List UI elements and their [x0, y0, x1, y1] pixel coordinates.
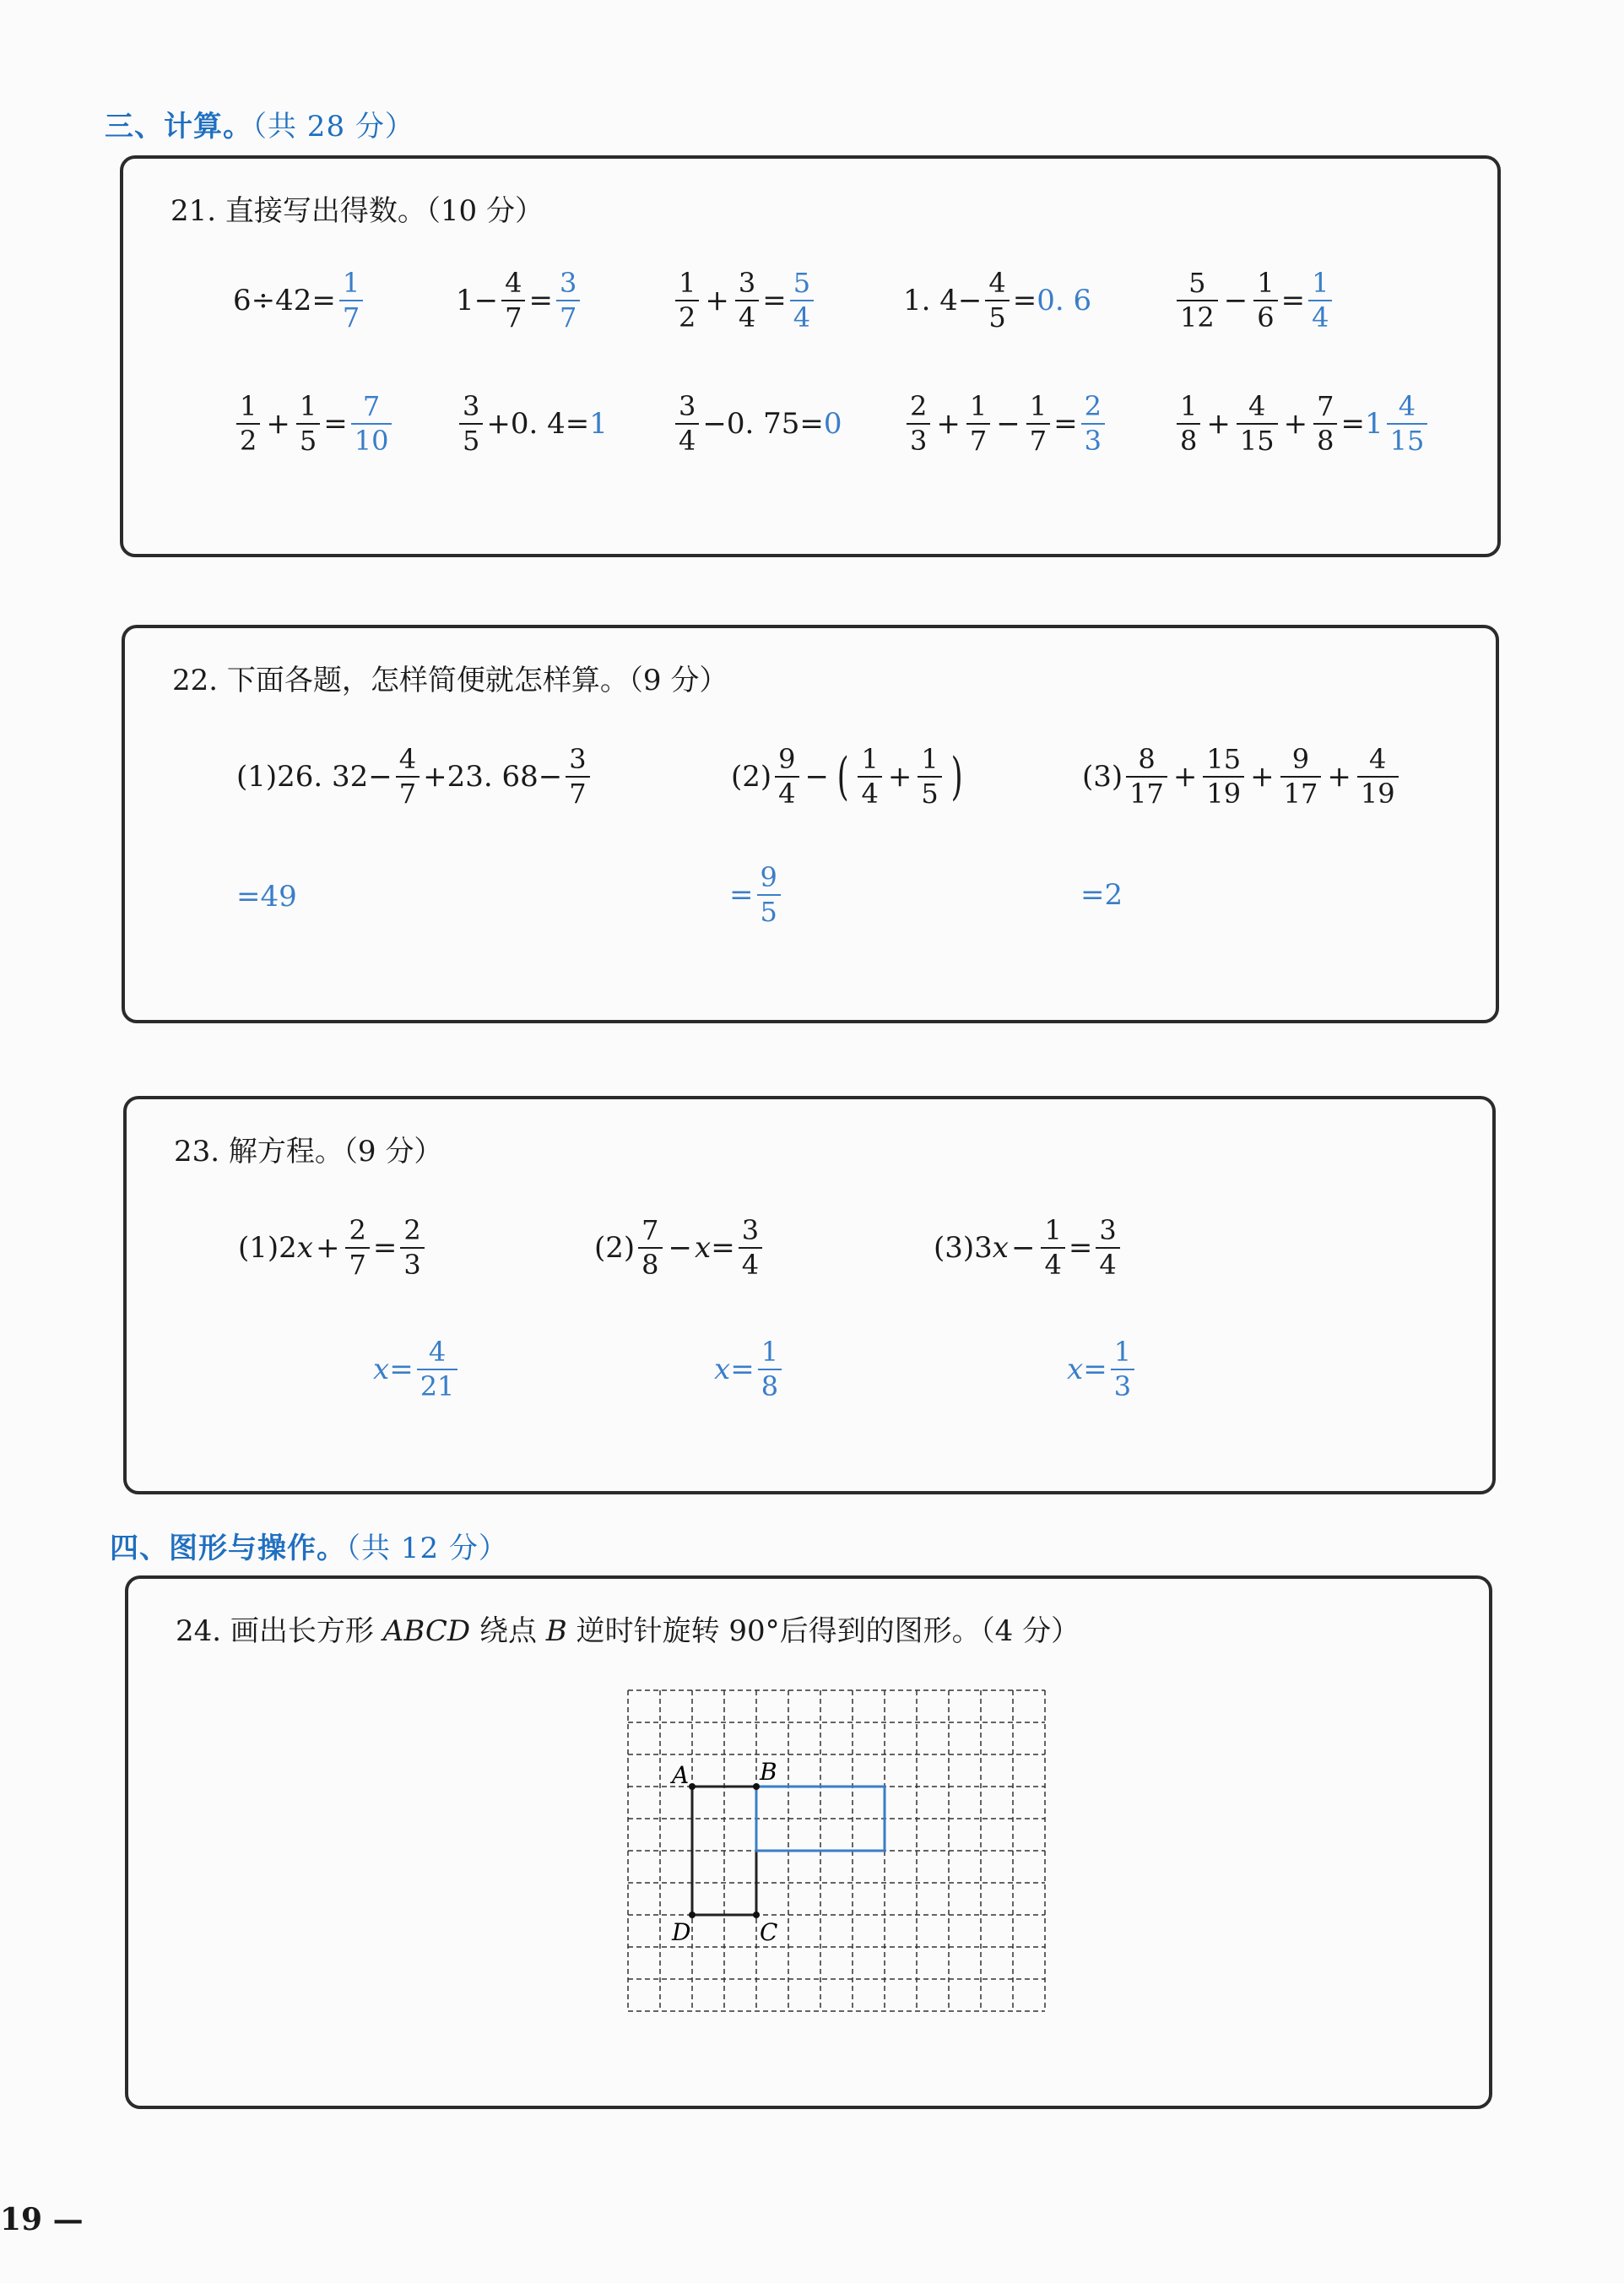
q23-3-eq: =	[1068, 1231, 1093, 1266]
numerator: 1	[969, 390, 988, 422]
q21-10-answer-frac	[1387, 392, 1428, 456]
denominator: 19	[1203, 776, 1244, 809]
q21-9-frac3	[1026, 392, 1050, 456]
q21-9-op1: +	[936, 407, 961, 442]
q23-3-answer-var: x	[1067, 1353, 1084, 1387]
section-4-points: （共 12 分）	[346, 1532, 508, 1565]
denominator: 2	[675, 300, 699, 333]
numerator: 4	[1398, 390, 1416, 422]
q24-head-pre: 24. 画出长方形	[176, 1614, 383, 1648]
q22-2-answer	[729, 863, 784, 927]
numerator: 3	[741, 1214, 760, 1246]
q23-3-label: (3)3	[934, 1231, 993, 1266]
q23-3-answer-frac	[1111, 1337, 1134, 1402]
q23-2-label: (2)	[594, 1231, 636, 1266]
numerator: 7	[641, 1214, 659, 1246]
denominator: 7	[556, 300, 580, 333]
q22-3-label: (3)	[1082, 760, 1123, 794]
q22-2-frac1	[775, 745, 798, 809]
denominator: 4	[735, 300, 759, 333]
q21-5-frac1	[1177, 268, 1218, 333]
q21-3-op: +	[705, 284, 729, 318]
q21-2-frac	[501, 268, 525, 333]
q21-5-op: −	[1223, 284, 1248, 318]
numerator: 2	[910, 390, 928, 422]
label-c: C	[760, 1918, 778, 1946]
numerator: 5	[793, 267, 811, 299]
q22-2-answer-eq: =	[729, 878, 754, 913]
q22-2-op2: +	[887, 760, 912, 794]
q23-1-var: x	[296, 1231, 313, 1266]
denominator: 4	[675, 423, 699, 456]
denominator: 4	[1041, 1247, 1064, 1280]
numerator: 2	[349, 1214, 366, 1246]
q21-1-answer	[339, 268, 363, 333]
q22-3-answer: =2	[1080, 878, 1123, 912]
q21-2-answer	[556, 268, 580, 333]
q23-2-op: −	[668, 1231, 693, 1266]
q22-2-frac3	[918, 745, 941, 809]
q21-item-4	[903, 268, 1091, 333]
q21-10-answer	[1365, 392, 1431, 456]
numerator: 1	[299, 390, 317, 422]
q22-2-answer-frac	[757, 863, 781, 927]
point-b-dot	[753, 1783, 760, 1790]
q23-1-rhs	[400, 1216, 424, 1280]
numerator: 4	[1248, 390, 1266, 422]
q23-2-var: x	[695, 1231, 712, 1266]
q21-3-eq: =	[762, 284, 787, 318]
q22-2-frac2	[858, 745, 881, 809]
q22-3-op2: +	[1250, 760, 1275, 794]
denominator: 3	[400, 1247, 424, 1280]
q21-item-2	[456, 268, 583, 333]
q21-6-frac2	[296, 392, 320, 456]
denominator: 7	[345, 1247, 369, 1280]
q21-10-eq: =	[1340, 407, 1365, 442]
denominator: 4	[739, 1247, 762, 1280]
q21-3-answer	[790, 268, 814, 333]
q23-2-answer-eq: =	[730, 1353, 755, 1387]
denominator: 7	[501, 300, 525, 333]
numerator: 7	[362, 390, 381, 422]
numerator: 1	[761, 1336, 779, 1368]
denominator: 5	[296, 423, 320, 456]
q21-10-frac1	[1177, 392, 1200, 456]
q22-3-frac3	[1280, 745, 1322, 809]
q21-8-rest: −0. 75=	[702, 407, 824, 442]
q23-3-frac	[1041, 1216, 1064, 1280]
numerator: 3	[463, 390, 480, 422]
question-21-heading: 21. 直接写出得数。（10 分）	[171, 194, 544, 228]
numerator: 1	[1312, 267, 1329, 299]
numerator: 1	[921, 743, 939, 775]
label-a: A	[672, 1761, 690, 1789]
question-22-heading: 22. 下面各题，怎样简便就怎样算。（9 分）	[172, 664, 728, 697]
numerator: 9	[778, 743, 796, 775]
denominator: 2	[236, 423, 260, 456]
q21-6-answer	[351, 392, 392, 456]
q22-1-mid: +23. 68−	[423, 760, 563, 794]
numerator: 4	[428, 1336, 447, 1368]
q21-6-frac1	[236, 392, 260, 456]
denominator: 17	[1280, 776, 1322, 809]
q23-2-eq: =	[711, 1231, 735, 1266]
denominator: 3	[1081, 423, 1105, 456]
q22-3-op3: +	[1327, 760, 1351, 794]
denominator: 19	[1357, 776, 1399, 809]
q21-5-frac2	[1253, 268, 1277, 333]
q21-4-lhs: 1. 4−	[903, 284, 983, 318]
numerator: 1	[1180, 390, 1198, 422]
q23-problem-3	[934, 1216, 1123, 1280]
q21-9-frac2	[966, 392, 990, 456]
denominator: 6	[1253, 300, 1277, 333]
denominator: 8	[758, 1369, 782, 1402]
numerator: 4	[988, 267, 1006, 299]
q21-6-eq: =	[323, 407, 348, 442]
q22-2-right-paren: )	[950, 747, 963, 807]
q21-5-eq: =	[1280, 284, 1306, 318]
section-3-name: 三、计算。	[105, 110, 252, 144]
numerator: 1	[240, 390, 257, 422]
q21-2-eq: =	[528, 284, 553, 318]
q23-2-answer	[714, 1337, 785, 1402]
q21-item-6	[233, 392, 395, 456]
section-3-title	[105, 103, 414, 144]
numerator: 9	[1291, 743, 1310, 775]
q24-head-rect: ABCD	[382, 1614, 471, 1648]
q21-9-eq: =	[1053, 407, 1078, 442]
numerator: 1	[1257, 267, 1275, 299]
denominator: 4	[858, 776, 881, 809]
label-d: D	[672, 1918, 691, 1946]
denominator: 15	[1387, 423, 1428, 456]
q21-4-answer: 0. 6	[1037, 284, 1092, 318]
q24-head-point: B	[545, 1614, 567, 1648]
q24-head-post: 逆时针旋转 90°后得到的图形。（4 分）	[566, 1614, 1080, 1648]
q21-10-frac3	[1313, 392, 1337, 456]
denominator: 4	[1308, 300, 1332, 333]
q21-item-8	[672, 392, 842, 456]
page-number-dash: —	[42, 2202, 84, 2237]
q23-1-answer	[373, 1337, 461, 1402]
q23-3-rhs	[1096, 1216, 1119, 1280]
denominator: 21	[417, 1369, 458, 1402]
numerator: 5	[1188, 267, 1206, 299]
q21-item-9	[903, 392, 1108, 456]
q21-7-frac	[459, 392, 483, 456]
numerator: 1	[1113, 1336, 1132, 1368]
q21-4-frac	[985, 268, 1009, 333]
q23-2-answer-frac	[758, 1337, 782, 1402]
q23-2-frac	[638, 1216, 662, 1280]
denominator: 12	[1177, 300, 1218, 333]
q21-item-3	[672, 268, 817, 333]
q23-1-answer-var: x	[373, 1353, 390, 1387]
q21-7-rest: +0. 4=	[486, 407, 590, 442]
q21-3-frac1	[675, 268, 699, 333]
q21-6-op: +	[266, 407, 290, 442]
q21-9-op2: −	[996, 407, 1020, 442]
q23-2-rhs	[739, 1216, 762, 1280]
q23-1-answer-frac	[417, 1337, 458, 1402]
q23-1-eq: =	[372, 1231, 398, 1266]
denominator: 7	[339, 300, 363, 333]
numerator: 3	[569, 743, 587, 775]
q22-3-frac1	[1126, 745, 1167, 809]
q24-head-mid: 绕点	[470, 1614, 546, 1648]
q22-1-frac2	[566, 745, 589, 809]
denominator: 7	[1026, 423, 1050, 456]
numerator: 8	[1138, 743, 1156, 775]
numerator: 1	[342, 267, 360, 299]
denominator: 3	[907, 423, 930, 456]
denominator: 5	[985, 300, 1009, 333]
question-24-heading	[176, 1608, 1080, 1649]
denominator: 15	[1237, 423, 1278, 456]
numerator: 3	[1099, 1214, 1117, 1246]
numerator: 2	[1084, 390, 1102, 422]
q22-3-op1: +	[1172, 760, 1198, 794]
q23-2-answer-var: x	[714, 1353, 731, 1387]
denominator: 7	[566, 776, 589, 809]
q22-problem-3	[1082, 745, 1402, 809]
q23-3-var: x	[992, 1231, 1009, 1266]
denominator: 17	[1126, 776, 1167, 809]
q22-2-op: −	[804, 760, 830, 794]
denominator: 4	[775, 776, 798, 809]
denominator: 8	[1177, 423, 1200, 456]
q21-10-frac2	[1237, 392, 1278, 456]
numerator: 4	[505, 267, 522, 299]
q21-item-1	[233, 268, 366, 333]
q21-5-answer	[1308, 268, 1332, 333]
denominator: 5	[918, 776, 941, 809]
q22-3-frac2	[1203, 745, 1244, 809]
section-3-points: （共 28 分）	[252, 110, 414, 144]
denominator: 4	[790, 300, 814, 333]
q21-2-lhs: 1−	[456, 284, 499, 318]
numerator: 2	[403, 1214, 421, 1246]
q23-1-frac	[345, 1216, 369, 1280]
denominator: 10	[351, 423, 392, 456]
denominator: 3	[1111, 1369, 1134, 1402]
numerator: 7	[1317, 390, 1334, 422]
section-4-name: 四、图形与操作。	[110, 1532, 346, 1565]
q21-8-frac	[675, 392, 699, 456]
denominator: 8	[638, 1247, 662, 1280]
q22-2-left-paren: (	[836, 747, 849, 807]
q21-item-5	[1173, 268, 1335, 333]
q23-problem-1	[238, 1216, 428, 1280]
q21-item-10	[1173, 392, 1431, 456]
q22-problem-2	[731, 745, 968, 809]
numerator: 1	[679, 267, 696, 299]
q22-1-label: (1)26. 32−	[236, 760, 392, 794]
q21-7-answer: 1	[589, 407, 608, 442]
q21-9-answer	[1081, 392, 1105, 456]
numerator: 9	[760, 861, 777, 893]
q23-3-op: −	[1010, 1231, 1036, 1266]
q21-item-7	[456, 392, 608, 456]
numerator: 3	[679, 390, 696, 422]
q22-1-frac1	[396, 745, 420, 809]
page-number-value: 19	[0, 2202, 43, 2237]
q22-1-answer: =49	[236, 880, 297, 914]
q21-1-lhs: 6÷42=	[233, 284, 336, 318]
q21-3-frac2	[735, 268, 759, 333]
numerator: 1	[1029, 390, 1047, 422]
q23-3-answer	[1067, 1337, 1138, 1402]
q21-10-answer-whole: 1	[1364, 407, 1383, 442]
q22-3-frac4	[1357, 745, 1399, 809]
denominator: 7	[966, 423, 990, 456]
rotation-grid	[625, 1687, 1055, 2033]
denominator: 5	[459, 423, 483, 456]
point-a-dot	[689, 1783, 696, 1790]
numerator: 1	[861, 743, 879, 775]
q22-problem-1	[236, 745, 593, 809]
q21-9-frac1	[907, 392, 930, 456]
q21-10-op1: +	[1206, 407, 1231, 442]
q22-2-label: (2)	[731, 760, 772, 794]
label-b: B	[760, 1758, 777, 1786]
point-c-dot	[753, 1912, 760, 1918]
q23-1-answer-eq: =	[389, 1353, 414, 1387]
q21-10-op2: +	[1283, 407, 1308, 442]
numerator: 3	[738, 267, 756, 299]
denominator: 8	[1313, 423, 1337, 456]
denominator: 5	[757, 894, 781, 927]
q23-problem-2	[594, 1216, 766, 1280]
section-4-title	[110, 1525, 508, 1566]
numerator: 15	[1206, 743, 1242, 775]
denominator: 7	[396, 776, 420, 809]
q21-8-answer: 0	[823, 407, 842, 442]
page-number	[0, 2202, 84, 2237]
point-d-dot	[689, 1912, 696, 1918]
numerator: 3	[559, 267, 577, 299]
denominator: 4	[1096, 1247, 1119, 1280]
numerator: 4	[1369, 743, 1387, 775]
numerator: 1	[1044, 1214, 1062, 1246]
question-23-heading: 23. 解方程。（9 分）	[174, 1135, 443, 1169]
q21-4-eq: =	[1012, 284, 1037, 318]
numerator: 4	[398, 743, 417, 775]
q23-1-label: (1)2	[238, 1231, 297, 1266]
q23-1-op: +	[315, 1231, 340, 1266]
q23-3-answer-eq: =	[1083, 1353, 1107, 1387]
